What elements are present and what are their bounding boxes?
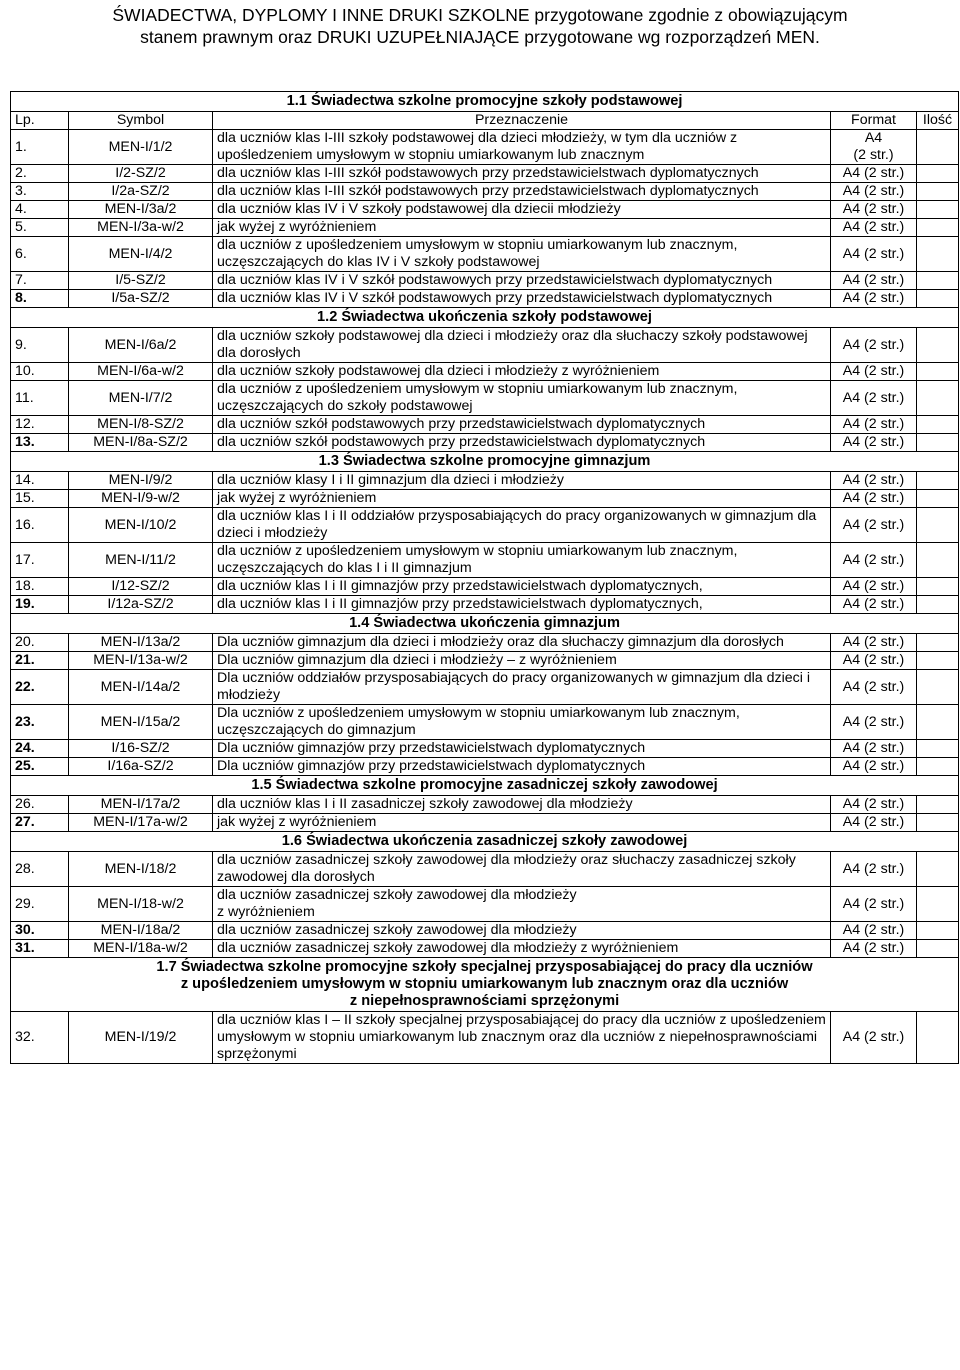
row-symbol: I/2a-SZ/2 bbox=[69, 183, 213, 201]
row-format: A4 (2 str.) bbox=[831, 130, 917, 165]
row-number: 7. bbox=[11, 272, 69, 290]
row-quantity bbox=[917, 670, 959, 705]
row-symbol: MEN-I/18-w/2 bbox=[69, 887, 213, 922]
row-format: A4 (2 str.) bbox=[831, 219, 917, 237]
row-symbol: I/12a-SZ/2 bbox=[69, 596, 213, 614]
section-heading-row bbox=[11, 776, 959, 796]
row-symbol: MEN-I/13a/2 bbox=[69, 634, 213, 652]
row-destination: Dla uczniów gimnazjum dla dzieci i młodzieży – z wyróżnieniem bbox=[213, 652, 831, 670]
row-quantity bbox=[917, 183, 959, 201]
table-row bbox=[11, 652, 959, 670]
row-quantity bbox=[917, 472, 959, 490]
row-destination: dla uczniów klasy I i II gimnazjum dla dzieci i młodzieży bbox=[213, 472, 831, 490]
row-number: 23. bbox=[11, 705, 69, 740]
row-destination: dla uczniów klas I-III szkół podstawowych przy przedstawicielstwach dyplomatycznych bbox=[213, 165, 831, 183]
row-symbol: MEN-I/10/2 bbox=[69, 508, 213, 543]
table-row bbox=[11, 922, 959, 940]
row-quantity bbox=[917, 578, 959, 596]
row-symbol: MEN-I/7/2 bbox=[69, 381, 213, 416]
row-format: A4 (2 str.) bbox=[831, 634, 917, 652]
row-number: 15. bbox=[11, 490, 69, 508]
row-destination: dla uczniów klas I i II zasadniczej szkoły zawodowej dla młodzieży bbox=[213, 796, 831, 814]
row-symbol: MEN-I/8a-SZ/2 bbox=[69, 434, 213, 452]
column-header-format: Format bbox=[831, 112, 917, 130]
section-title: 1.1 Świadectwa szkolne promocyjne szkoły podstawowej bbox=[11, 92, 959, 112]
row-number: 28. bbox=[11, 852, 69, 887]
row-format: A4 (2 str.) bbox=[831, 796, 917, 814]
row-quantity bbox=[917, 852, 959, 887]
row-symbol: MEN-I/17a-w/2 bbox=[69, 814, 213, 832]
section-title: 1.2 Świadectwa ukończenia szkoły podstawowej bbox=[11, 308, 959, 328]
row-destination: dla uczniów klas I i II gimnazjów przy przedstawicielstwach dyplomatycznych, bbox=[213, 578, 831, 596]
row-symbol: MEN-I/9/2 bbox=[69, 472, 213, 490]
row-symbol: MEN-I/8-SZ/2 bbox=[69, 416, 213, 434]
row-format: A4 (2 str.) bbox=[831, 740, 917, 758]
row-quantity bbox=[917, 219, 959, 237]
row-number: 20. bbox=[11, 634, 69, 652]
row-destination: dla uczniów klas IV i V szkół podstawowych przy przedstawicielstwach dyplomatycznych bbox=[213, 272, 831, 290]
row-number: 19. bbox=[11, 596, 69, 614]
section-heading-row bbox=[11, 832, 959, 852]
row-number: 11. bbox=[11, 381, 69, 416]
table-row bbox=[11, 328, 959, 363]
table-row bbox=[11, 670, 959, 705]
row-symbol: MEN-I/13a-w/2 bbox=[69, 652, 213, 670]
row-destination: dla uczniów klas I i II oddziałów przysposabiających do pracy organizowanych w gimnazjum dla dzieci i młodzieży bbox=[213, 508, 831, 543]
row-number: 6. bbox=[11, 237, 69, 272]
table-row bbox=[11, 201, 959, 219]
section-title: 1.5 Świadectwa szkolne promocyjne zasadniczej szkoły zawodowej bbox=[11, 776, 959, 796]
row-quantity bbox=[917, 434, 959, 452]
row-destination: dla uczniów szkoły podstawowej dla dzieci i młodzieży oraz dla słuchaczy szkoły podstawowej dla dorosłych bbox=[213, 328, 831, 363]
row-format: A4 (2 str.) bbox=[831, 596, 917, 614]
row-format: A4 (2 str.) bbox=[831, 543, 917, 578]
row-destination: dla uczniów zasadniczej szkoły zawodowej dla młodzieży oraz słuchaczy zasadniczej szkoły zawodowej dla dorosłych bbox=[213, 852, 831, 887]
row-format: A4 (2 str.) bbox=[831, 508, 917, 543]
table-row bbox=[11, 416, 959, 434]
row-symbol: MEN-I/9-w/2 bbox=[69, 490, 213, 508]
row-format: A4 (2 str.) bbox=[831, 183, 917, 201]
row-format: A4 (2 str.) bbox=[831, 434, 917, 452]
row-format: A4 (2 str.) bbox=[831, 652, 917, 670]
row-symbol: MEN-I/18/2 bbox=[69, 852, 213, 887]
row-format: A4 (2 str.) bbox=[831, 922, 917, 940]
table-row bbox=[11, 165, 959, 183]
row-quantity bbox=[917, 922, 959, 940]
forms-table bbox=[10, 91, 959, 1064]
row-number: 22. bbox=[11, 670, 69, 705]
row-symbol: MEN-I/17a/2 bbox=[69, 796, 213, 814]
table-row bbox=[11, 796, 959, 814]
row-destination: Dla uczniów gimnazjów przy przedstawicielstwach dyplomatycznych bbox=[213, 758, 831, 776]
table-row bbox=[11, 272, 959, 290]
row-format: A4 (2 str.) bbox=[831, 165, 917, 183]
row-symbol: MEN-I/3a/2 bbox=[69, 201, 213, 219]
row-number: 29. bbox=[11, 887, 69, 922]
row-format: A4 (2 str.) bbox=[831, 705, 917, 740]
row-quantity bbox=[917, 201, 959, 219]
row-destination: dla uczniów klas IV i V szkół podstawowych przy przedstawicielstwach dyplomatycznych bbox=[213, 290, 831, 308]
row-quantity bbox=[917, 1012, 959, 1064]
section-heading-row bbox=[11, 92, 959, 112]
row-quantity bbox=[917, 328, 959, 363]
table-row bbox=[11, 219, 959, 237]
table-row bbox=[11, 705, 959, 740]
section-title: 1.6 Świadectwa ukończenia zasadniczej szkoły zawodowej bbox=[11, 832, 959, 852]
row-symbol: MEN-I/18a-w/2 bbox=[69, 940, 213, 958]
row-number: 32. bbox=[11, 1012, 69, 1064]
table-row bbox=[11, 1012, 959, 1064]
row-destination: dla uczniów zasadniczej szkoły zawodowej dla młodzieży z wyróżnieniem bbox=[213, 887, 831, 922]
row-format: A4 (2 str.) bbox=[831, 416, 917, 434]
row-symbol: MEN-I/11/2 bbox=[69, 543, 213, 578]
row-format: A4 (2 str.) bbox=[831, 1012, 917, 1064]
table-row bbox=[11, 758, 959, 776]
row-quantity bbox=[917, 416, 959, 434]
row-symbol: MEN-I/15a/2 bbox=[69, 705, 213, 740]
row-quantity bbox=[917, 634, 959, 652]
table-row bbox=[11, 852, 959, 887]
row-format: A4 (2 str.) bbox=[831, 290, 917, 308]
column-header-quantity: Ilość bbox=[917, 112, 959, 130]
row-number: 27. bbox=[11, 814, 69, 832]
row-quantity bbox=[917, 272, 959, 290]
row-destination: jak wyżej z wyróżnieniem bbox=[213, 814, 831, 832]
row-quantity bbox=[917, 740, 959, 758]
table-row bbox=[11, 472, 959, 490]
row-number: 12. bbox=[11, 416, 69, 434]
row-symbol: MEN-I/3a-w/2 bbox=[69, 219, 213, 237]
row-quantity bbox=[917, 652, 959, 670]
row-symbol: I/5a-SZ/2 bbox=[69, 290, 213, 308]
table-row bbox=[11, 634, 959, 652]
row-symbol: MEN-I/6a-w/2 bbox=[69, 363, 213, 381]
table-row bbox=[11, 183, 959, 201]
row-quantity bbox=[917, 543, 959, 578]
table-row bbox=[11, 578, 959, 596]
row-destination: dla uczniów szkoły podstawowej dla dzieci i młodzieży z wyróżnieniem bbox=[213, 363, 831, 381]
row-quantity bbox=[917, 705, 959, 740]
row-number: 8. bbox=[11, 290, 69, 308]
row-destination: dla uczniów zasadniczej szkoły zawodowej dla młodzieży bbox=[213, 922, 831, 940]
row-quantity bbox=[917, 381, 959, 416]
row-destination: dla uczniów klas I-III szkoły podstawowej dla dzieci młodzieży, w tym dla uczniów z upośledzeniem umysłowym w stopniu umiarkowanym lub znacznym bbox=[213, 130, 831, 165]
row-destination: dla uczniów zasadniczej szkoły zawodowej dla młodzieży z wyróżnieniem bbox=[213, 940, 831, 958]
section-title: 1.3 Świadectwa szkolne promocyjne gimnazjum bbox=[11, 452, 959, 472]
row-quantity bbox=[917, 596, 959, 614]
row-symbol: I/16a-SZ/2 bbox=[69, 758, 213, 776]
row-format: A4 (2 str.) bbox=[831, 670, 917, 705]
row-format: A4 (2 str.) bbox=[831, 381, 917, 416]
row-quantity bbox=[917, 796, 959, 814]
row-quantity bbox=[917, 290, 959, 308]
row-quantity bbox=[917, 490, 959, 508]
row-number: 14. bbox=[11, 472, 69, 490]
row-format: A4 (2 str.) bbox=[831, 363, 917, 381]
row-quantity bbox=[917, 165, 959, 183]
row-destination: dla uczniów klas I i II gimnazjów przy przedstawicielstwach dyplomatycznych, bbox=[213, 596, 831, 614]
title-line-1: ŚWIADECTWA, DYPLOMY I INNE DRUKI SZKOLNE przygotowane zgodnie z obowiązującym bbox=[112, 5, 848, 25]
row-quantity bbox=[917, 363, 959, 381]
section-heading-row bbox=[11, 452, 959, 472]
row-number: 4. bbox=[11, 201, 69, 219]
table-row bbox=[11, 434, 959, 452]
row-format: A4 (2 str.) bbox=[831, 272, 917, 290]
row-format: A4 (2 str.) bbox=[831, 490, 917, 508]
row-symbol: MEN-I/1/2 bbox=[69, 130, 213, 165]
title-line-2: stanem prawnym oraz DRUKI UZUPEŁNIAJĄCE przygotowane wg rozporządzeń MEN. bbox=[140, 27, 820, 47]
row-destination: dla uczniów z upośledzeniem umysłowym w stopniu umiarkowanym lub znacznym, uczęszczających do klas IV i V szkoły podstawowej bbox=[213, 237, 831, 272]
row-quantity bbox=[917, 887, 959, 922]
table-row bbox=[11, 940, 959, 958]
row-symbol: MEN-I/14a/2 bbox=[69, 670, 213, 705]
row-number: 10. bbox=[11, 363, 69, 381]
row-number: 21. bbox=[11, 652, 69, 670]
table-row bbox=[11, 237, 959, 272]
row-number: 31. bbox=[11, 940, 69, 958]
row-number: 2. bbox=[11, 165, 69, 183]
row-symbol: I/12-SZ/2 bbox=[69, 578, 213, 596]
row-destination: dla uczniów klas I – II szkoły specjalnej przysposabiającej do pracy dla uczniów z upośledzeniem umysłowym w stopniu umiarkowanym lub znacznym oraz dla uczniów z niepełnosprawnościami sprzężonymi bbox=[213, 1012, 831, 1064]
row-format: A4 (2 str.) bbox=[831, 237, 917, 272]
table-row bbox=[11, 381, 959, 416]
table-row bbox=[11, 508, 959, 543]
row-destination: dla uczniów klas IV i V szkoły podstawowej dla dziecii młodzieży bbox=[213, 201, 831, 219]
row-destination: dla uczniów klas I-III szkół podstawowych przy przedstawicielstwach dyplomatycznych bbox=[213, 183, 831, 201]
row-number: 3. bbox=[11, 183, 69, 201]
table-row bbox=[11, 130, 959, 165]
section-heading-row bbox=[11, 308, 959, 328]
row-format: A4 (2 str.) bbox=[831, 472, 917, 490]
forms-table-body bbox=[11, 92, 959, 1064]
section-title: 1.4 Świadectwa ukończenia gimnazjum bbox=[11, 614, 959, 634]
row-number: 24. bbox=[11, 740, 69, 758]
row-quantity bbox=[917, 940, 959, 958]
row-destination: jak wyżej z wyróżnieniem bbox=[213, 490, 831, 508]
row-number: 5. bbox=[11, 219, 69, 237]
row-symbol: MEN-I/19/2 bbox=[69, 1012, 213, 1064]
table-row bbox=[11, 596, 959, 614]
row-symbol: MEN-I/6a/2 bbox=[69, 328, 213, 363]
row-symbol: I/16-SZ/2 bbox=[69, 740, 213, 758]
row-number: 30. bbox=[11, 922, 69, 940]
row-destination: dla uczniów szkół podstawowych przy przedstawicielstwach dyplomatycznych bbox=[213, 416, 831, 434]
row-number: 25. bbox=[11, 758, 69, 776]
table-row bbox=[11, 814, 959, 832]
row-format: A4 (2 str.) bbox=[831, 201, 917, 219]
table-row bbox=[11, 363, 959, 381]
column-header-lp: Lp. bbox=[11, 112, 69, 130]
table-row bbox=[11, 543, 959, 578]
row-destination: Dla uczniów gimnazjum dla dzieci i młodzieży oraz dla słuchaczy gimnazjum dla dorosłych bbox=[213, 634, 831, 652]
row-format: A4 (2 str.) bbox=[831, 852, 917, 887]
row-destination: Dla uczniów z upośledzeniem umysłowym w stopniu umiarkowanym lub znacznym, uczęszczających do gimnazjum bbox=[213, 705, 831, 740]
section-heading-row bbox=[11, 958, 959, 1012]
row-number: 1. bbox=[11, 130, 69, 165]
row-destination: Dla uczniów oddziałów przysposabiających do pracy organizowanych w gimnazjum dla dzieci i młodzieży bbox=[213, 670, 831, 705]
row-destination: dla uczniów z upośledzeniem umysłowym w stopniu umiarkowanym lub znacznym, uczęszczających do szkoły podstawowej bbox=[213, 381, 831, 416]
row-number: 9. bbox=[11, 328, 69, 363]
row-destination: jak wyżej z wyróżnieniem bbox=[213, 219, 831, 237]
row-number: 16. bbox=[11, 508, 69, 543]
row-format: A4 (2 str.) bbox=[831, 887, 917, 922]
row-format: A4 (2 str.) bbox=[831, 758, 917, 776]
column-header-row bbox=[11, 112, 959, 130]
row-quantity bbox=[917, 130, 959, 165]
row-number: 17. bbox=[11, 543, 69, 578]
section-title: 1.7 Świadectwa szkolne promocyjne szkoły specjalnej przysposabiającej do pracy dla uczniów z upośledzeniem umysłowym w stopniu umiarkowanym lub znacznym oraz dla uczniów z niepełnosprawnościami sprzężonymi bbox=[11, 958, 959, 1012]
row-symbol: I/5-SZ/2 bbox=[69, 272, 213, 290]
table-row bbox=[11, 490, 959, 508]
row-format: A4 (2 str.) bbox=[831, 814, 917, 832]
row-destination: Dla uczniów gimnazjów przy przedstawicielstwach dyplomatycznych bbox=[213, 740, 831, 758]
table-row bbox=[11, 740, 959, 758]
row-destination: dla uczniów z upośledzeniem umysłowym w stopniu umiarkowanym lub znacznym, uczęszczających do klas I i II gimnazjum bbox=[213, 543, 831, 578]
row-symbol: I/2-SZ/2 bbox=[69, 165, 213, 183]
row-quantity bbox=[917, 237, 959, 272]
row-number: 13. bbox=[11, 434, 69, 452]
column-header-symbol: Symbol bbox=[69, 112, 213, 130]
row-format: A4 (2 str.) bbox=[831, 940, 917, 958]
row-quantity bbox=[917, 758, 959, 776]
document-title bbox=[70, 4, 890, 48]
row-format: A4 (2 str.) bbox=[831, 578, 917, 596]
row-number: 26. bbox=[11, 796, 69, 814]
row-quantity bbox=[917, 814, 959, 832]
row-number: 18. bbox=[11, 578, 69, 596]
row-symbol: MEN-I/4/2 bbox=[69, 237, 213, 272]
row-format: A4 (2 str.) bbox=[831, 328, 917, 363]
row-quantity bbox=[917, 508, 959, 543]
table-row bbox=[11, 887, 959, 922]
row-destination: dla uczniów szkół podstawowych przy przedstawicielstwach dyplomatycznych bbox=[213, 434, 831, 452]
section-heading-row bbox=[11, 614, 959, 634]
row-symbol: MEN-I/18a/2 bbox=[69, 922, 213, 940]
table-row bbox=[11, 290, 959, 308]
column-header-destination: Przeznaczenie bbox=[213, 112, 831, 130]
